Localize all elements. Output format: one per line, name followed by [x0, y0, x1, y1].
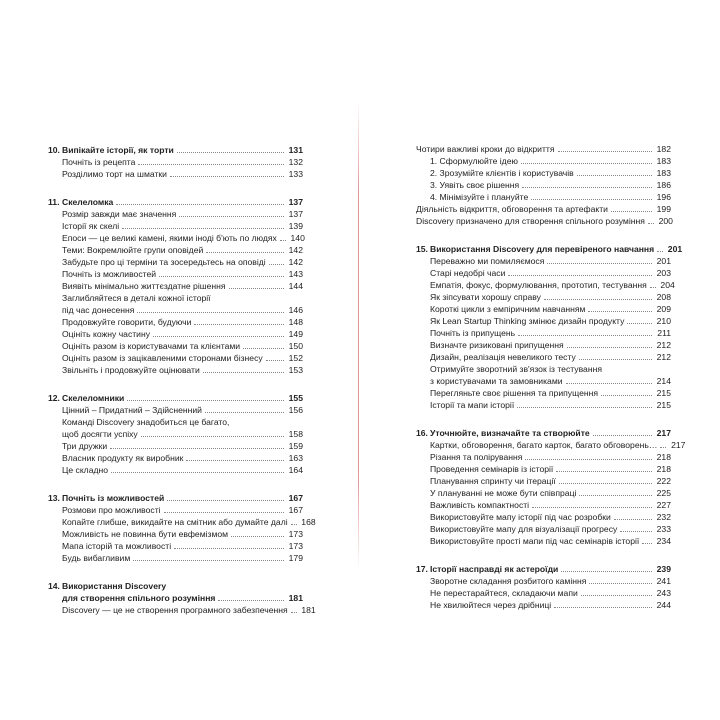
page-number: 173 [288, 529, 303, 539]
dot-leader [291, 612, 297, 613]
dot-leader [186, 460, 284, 461]
page-number: 243 [656, 588, 671, 598]
page-number: 179 [288, 553, 303, 563]
toc-entry [416, 523, 671, 535]
entry-title: Емпатія, фокус, формулювання, прототип, тестування [430, 280, 647, 290]
entry-title: Заглибляйтеся в деталі кожної історії [62, 293, 211, 303]
page-number: 156 [288, 405, 303, 415]
dot-leader [577, 175, 652, 176]
chapter-number: 14. [48, 581, 60, 591]
entry-title: Чотири важливі кроки до відкриття [416, 144, 555, 154]
toc-entry [48, 328, 303, 340]
toc-entry [48, 404, 303, 416]
toc-entry [48, 352, 303, 364]
dot-leader [517, 407, 652, 408]
book-spine [358, 100, 359, 570]
entry-title: Зворотне складання розбитого каміння [430, 576, 587, 586]
dot-leader [122, 228, 284, 229]
entry-title: Використовуйте прості мапи під час семінарів історії [430, 536, 640, 546]
entry-title: Використовуйте мапу для візуалізації прогресу [430, 524, 618, 534]
page-number: 218 [656, 464, 671, 474]
toc-entry [416, 487, 671, 499]
entry-title: Планування спринту чи ітерації [430, 476, 556, 486]
page-number: 225 [656, 488, 671, 498]
entry-title: Будь вибагливим [62, 553, 131, 563]
toc-entry [416, 255, 671, 267]
toc-entry [416, 439, 686, 451]
toc-chapter [416, 243, 683, 411]
entry-title: Визначте ризиковані припущення [430, 340, 564, 350]
page-number: 204 [660, 280, 675, 290]
toc-chapter [48, 144, 303, 180]
page-number: 137 [288, 209, 303, 219]
chapter-number: 17. [416, 564, 428, 574]
toc-entry [48, 528, 303, 540]
toc-chapter [416, 143, 671, 227]
entry-title: Старі недобрі часи [430, 268, 506, 278]
toc-entry [48, 440, 303, 452]
toc-entry [48, 232, 303, 244]
dot-leader [561, 571, 652, 572]
toc-entry [416, 451, 671, 463]
chapter-title-cont: для створення спільного розуміння [62, 593, 216, 603]
entry-title: Історії як скелі [62, 221, 120, 231]
entry-title: під час донесення [62, 305, 135, 315]
toc-entry [416, 279, 675, 291]
toc-entry [48, 340, 303, 352]
entry-title: Почніть із можливостей [62, 269, 157, 279]
dot-leader [593, 435, 652, 436]
dot-leader [614, 519, 652, 520]
toc-entry [416, 363, 671, 375]
toc-entry [416, 511, 671, 523]
chapter-title: Скелеломники [62, 393, 125, 403]
toc-chapter [416, 427, 686, 547]
entry-title: з користувачами та замовниками [430, 376, 563, 386]
entry-title: Отримуйте зворотний зв'язок із тестування [430, 364, 602, 374]
dot-leader [518, 335, 652, 336]
toc-entry [48, 156, 303, 168]
page-number: 222 [656, 476, 671, 486]
chapter-number: 10. [48, 145, 60, 155]
dot-leader [133, 560, 284, 561]
dot-leader [111, 472, 284, 473]
dot-leader [657, 251, 663, 252]
toc-chapter [48, 392, 303, 476]
page-number: 155 [288, 393, 303, 403]
dot-leader [579, 495, 652, 496]
page-number: 152 [288, 353, 303, 363]
dot-leader [620, 531, 652, 532]
dot-leader [167, 500, 284, 501]
entry-title: 2. Зрозумійте клієнтів і користувачів [430, 168, 574, 178]
page-number: 131 [288, 145, 303, 155]
dot-leader [153, 336, 284, 337]
toc-entry [416, 387, 671, 399]
entry-title: Виявіть мінімально життєздатне рішення [62, 281, 226, 291]
entry-title: 4. Мінімізуйте і плануйте [430, 192, 529, 202]
dot-leader [642, 543, 652, 544]
entry-title: 3. Уявіть своє рішення [430, 180, 520, 190]
toc-entry [48, 552, 303, 564]
dot-leader [229, 288, 284, 289]
page-number: 208 [656, 292, 671, 302]
toc-entry [48, 208, 303, 220]
entry-title: У плануванні не може бути співпраці [430, 488, 577, 498]
page-number: 142 [288, 245, 303, 255]
chapter-title: Використання Discovery [62, 581, 167, 591]
toc-entry [416, 291, 671, 303]
chapter-heading [416, 563, 671, 575]
entry-title: Дизайн, реалізація невеликого тесту [430, 352, 576, 362]
dot-leader [522, 187, 652, 188]
dot-leader [611, 211, 652, 212]
dot-leader [170, 176, 284, 177]
entry-title: Як Lean Startup Thinking змінює дизайн продукту [430, 316, 625, 326]
page-number: 163 [288, 453, 303, 463]
toc-chapter [48, 196, 303, 376]
entry-title: Різання та полірування [430, 452, 523, 462]
entry-title: Не хвилюйтеся через дрібниці [430, 600, 552, 610]
toc-entry [416, 499, 671, 511]
chapter-heading [48, 144, 303, 156]
page-number: 241 [656, 576, 671, 586]
dot-leader [291, 524, 297, 525]
page-number: 158 [288, 429, 303, 439]
dot-leader [521, 163, 652, 164]
dot-leader [544, 299, 652, 300]
page-number: 214 [656, 376, 671, 386]
page-number: 210 [656, 316, 671, 326]
entry-title: Забудьте про ці терміни та зосередьтесь на оповіді [62, 257, 266, 267]
page-number: 149 [288, 329, 303, 339]
dot-leader [556, 471, 652, 472]
toc-entry [416, 303, 671, 315]
dot-leader [532, 507, 652, 508]
page-number: 153 [288, 365, 303, 375]
page-number: 186 [656, 180, 671, 190]
page-number: 148 [288, 317, 303, 327]
entry-title: Переважно ми помиляємося [430, 256, 545, 266]
dot-leader [601, 395, 652, 396]
entry-title: Перегляньте своє рішення та припущення [430, 388, 598, 398]
toc-entry [416, 315, 671, 327]
toc-entry [416, 351, 671, 363]
toc-entry [48, 268, 303, 280]
toc-chapter [48, 492, 316, 564]
page-number: 181 [288, 593, 303, 603]
toc-entry [48, 244, 303, 256]
dot-leader [525, 459, 652, 460]
dot-leader [266, 360, 284, 361]
entry-title: Discovery — це не створення програмного забезпечення [62, 605, 288, 615]
dot-leader [205, 412, 284, 413]
dot-leader [116, 204, 284, 205]
page-number: 209 [656, 304, 671, 314]
toc-entry [48, 604, 316, 616]
entry-title: Діяльність відкриття, обговорення та артефакти [416, 204, 608, 214]
page-number: 159 [288, 441, 303, 451]
chapter-title: Використання Discovery для перевіреного навчання [430, 244, 655, 254]
entry-title: Цінний – Придатний – Здійсненний [62, 405, 202, 415]
page-number: 142 [288, 257, 303, 267]
page-number: 167 [288, 493, 303, 503]
dot-leader [174, 548, 284, 549]
dot-leader [650, 287, 656, 288]
entry-title: Продовжуйте говорити, будуючи [62, 317, 192, 327]
page-number: 233 [656, 524, 671, 534]
toc-entry [416, 203, 671, 215]
dot-leader [159, 276, 284, 277]
dot-leader [243, 348, 284, 349]
page-number: 212 [656, 352, 671, 362]
toc-entry [48, 256, 303, 268]
dot-leader [648, 223, 654, 224]
toc-entry [48, 464, 303, 476]
dot-leader [179, 216, 284, 217]
dot-leader [660, 447, 666, 448]
toc-entry [48, 280, 303, 292]
dot-leader [558, 151, 653, 152]
dot-leader [567, 347, 652, 348]
toc-entry [48, 168, 303, 180]
page-number: 215 [656, 388, 671, 398]
dot-leader [589, 583, 652, 584]
toc-entry [48, 540, 303, 552]
dot-leader [566, 383, 652, 384]
toc-entry [416, 463, 671, 475]
page-number: 146 [288, 305, 303, 315]
dot-leader [137, 312, 284, 313]
dot-leader [177, 152, 284, 153]
entry-title: Копайте глибше, викидайте на смітник або думайте далі [62, 517, 288, 527]
page-number: 212 [656, 340, 671, 350]
page-number: 201 [656, 256, 671, 266]
entry-title: Оцініть кожну частину [62, 329, 151, 339]
entry-title: 1. Сформулюйте ідею [430, 156, 518, 166]
entry-title: Розмови про можливості [62, 505, 161, 515]
entry-title: Картки, обговорення, багато карток, багато обговорень… [430, 440, 658, 450]
chapter-heading [48, 196, 303, 208]
dot-leader [110, 448, 284, 449]
entry-title: Використовуйте мапу історії під час розробки [430, 512, 611, 522]
chapter-number: 12. [48, 393, 60, 403]
toc-entry [48, 452, 303, 464]
chapter-heading [416, 243, 683, 255]
dot-leader [554, 607, 652, 608]
page-number: 201 [667, 244, 683, 254]
right-page [360, 0, 720, 720]
toc-entry [416, 475, 671, 487]
page-number: 234 [656, 536, 671, 546]
page-number: 182 [656, 144, 671, 154]
entry-title: Три дружки [62, 441, 108, 451]
toc-entry [48, 428, 303, 440]
page-number: 144 [288, 281, 303, 291]
entry-title: Мапа історій та можливості [62, 541, 172, 551]
toc-entry [416, 587, 671, 599]
toc-entry [416, 191, 671, 203]
entry-title: Історії та мапи історії [430, 400, 515, 410]
entry-title: Розмір завжди має значення [62, 209, 177, 219]
entry-title: Звільніть і продовжуйте оцінювати [62, 365, 200, 375]
dot-leader [269, 264, 284, 265]
toc-left [48, 144, 316, 632]
toc-entry [416, 327, 671, 339]
entry-title: Як зіпсувати хорошу справу [430, 292, 541, 302]
page-number: 217 [671, 440, 686, 450]
toc-chapter [48, 580, 316, 616]
page-number: 173 [288, 541, 303, 551]
chapter-number: 16. [416, 428, 428, 438]
page-number: 164 [288, 465, 303, 475]
entry-title: Не перестарайтеся, складаючи мапи [430, 588, 578, 598]
chapter-title: Випікайте історії, як торти [62, 145, 174, 155]
page-number: 167 [288, 505, 303, 515]
page-number: 232 [656, 512, 671, 522]
dot-leader [588, 311, 652, 312]
page-number: 183 [656, 156, 671, 166]
chapter-title: Уточнюйте, визначайте та створюйте [430, 428, 590, 438]
entry-title: Епоси — це великі камені, якими іноді б'ють по людях [62, 233, 277, 243]
dot-leader [508, 275, 652, 276]
page-number: 211 [657, 328, 671, 338]
entry-title: Важливість компактності [430, 500, 530, 510]
entry-title: Короткі цикли з емпіричним навчанням [430, 304, 586, 314]
dot-leader [203, 372, 284, 373]
page-number: 181 [301, 605, 316, 615]
toc-entry [416, 167, 671, 179]
page-number: 183 [656, 168, 671, 178]
entry-title: Оцініть разом із користувачами та клієнтами [62, 341, 241, 351]
toc-entry [416, 339, 671, 351]
entry-title: Почніть із рецепта [62, 157, 136, 167]
page-number: 215 [656, 400, 671, 410]
dot-leader [579, 359, 652, 360]
entry-title: Можливість не повинна бути евфемізмом [62, 529, 229, 539]
chapter-number: 15. [416, 244, 428, 254]
dot-leader [206, 252, 284, 253]
dot-leader [231, 536, 284, 537]
dot-leader [581, 595, 652, 596]
page-number: 200 [658, 216, 673, 226]
chapter-title: Історії насправді як астероїди [430, 564, 559, 574]
page-number: 227 [656, 500, 671, 510]
toc-entry [416, 599, 671, 611]
toc-entry [416, 535, 671, 547]
chapter-number: 13. [48, 493, 60, 503]
left-page [0, 0, 358, 720]
dot-leader [127, 400, 284, 401]
page-number: 133 [288, 169, 303, 179]
toc-entry [48, 304, 303, 316]
dot-leader [138, 164, 284, 165]
dot-leader [547, 263, 652, 264]
page-number: 140 [290, 233, 305, 243]
dot-leader [559, 483, 652, 484]
entry-title: Discovery призначено для створення спільного розуміння [416, 216, 645, 226]
toc-entry [48, 516, 316, 528]
chapter-heading [48, 492, 303, 504]
entry-title: щоб досягти успіху [62, 429, 138, 439]
dot-leader [531, 199, 652, 200]
entry-title: Команді Discovery знадобиться це багато, [62, 417, 230, 427]
chapter-heading [48, 580, 303, 592]
entry-title: Це складно [62, 465, 109, 475]
page-number: 199 [656, 204, 671, 214]
toc-entry [416, 575, 671, 587]
toc-entry [48, 316, 303, 328]
toc-entry [48, 292, 303, 304]
toc-entry [416, 215, 671, 227]
page-number: 244 [656, 600, 671, 610]
chapter-heading-cont [48, 592, 303, 604]
entry-title: Проведення семінарів із історії [430, 464, 554, 474]
chapter-title: Почніть із можливостей [62, 493, 165, 503]
page-number: 196 [656, 192, 671, 202]
chapter-number: 11. [48, 197, 60, 207]
toc-entry [48, 416, 303, 428]
entry-title: Оцініть разом із зацікавленими сторонами бізнесу [62, 353, 263, 363]
dot-leader [627, 323, 652, 324]
toc-entry [416, 375, 671, 387]
toc-entry [416, 267, 671, 279]
page-number: 139 [288, 221, 303, 231]
toc-chapter [416, 563, 671, 611]
page-number: 137 [288, 197, 303, 207]
dot-leader [194, 324, 284, 325]
dot-leader [218, 600, 284, 601]
toc-entry [48, 364, 303, 376]
page-number: 132 [288, 157, 303, 167]
page-number: 143 [288, 269, 303, 279]
page-number: 203 [656, 268, 671, 278]
page-number: 217 [656, 428, 671, 438]
toc-entry [416, 155, 671, 167]
page-number: 168 [301, 517, 316, 527]
chapter-title: Скелеломка [62, 197, 114, 207]
entry-title: Власник продукту як виробник [62, 453, 184, 463]
page-number: 218 [656, 452, 671, 462]
chapter-heading [416, 427, 671, 439]
toc-entry [416, 399, 671, 411]
dot-leader [280, 240, 286, 241]
toc-entry [416, 179, 671, 191]
toc-right [416, 143, 686, 627]
page-number: 150 [288, 341, 303, 351]
chapter-heading [48, 392, 303, 404]
entry-title: Розділимо торт на шматки [62, 169, 167, 179]
toc-entry [48, 220, 303, 232]
dot-leader [141, 436, 284, 437]
toc-entry [416, 143, 671, 155]
entry-title: Теми: Вокремлюйте групи оповідей [62, 245, 204, 255]
dot-leader [164, 512, 284, 513]
entry-title: Почніть із припущень [430, 328, 516, 338]
page-number: 239 [656, 564, 671, 574]
toc-entry [48, 504, 303, 516]
